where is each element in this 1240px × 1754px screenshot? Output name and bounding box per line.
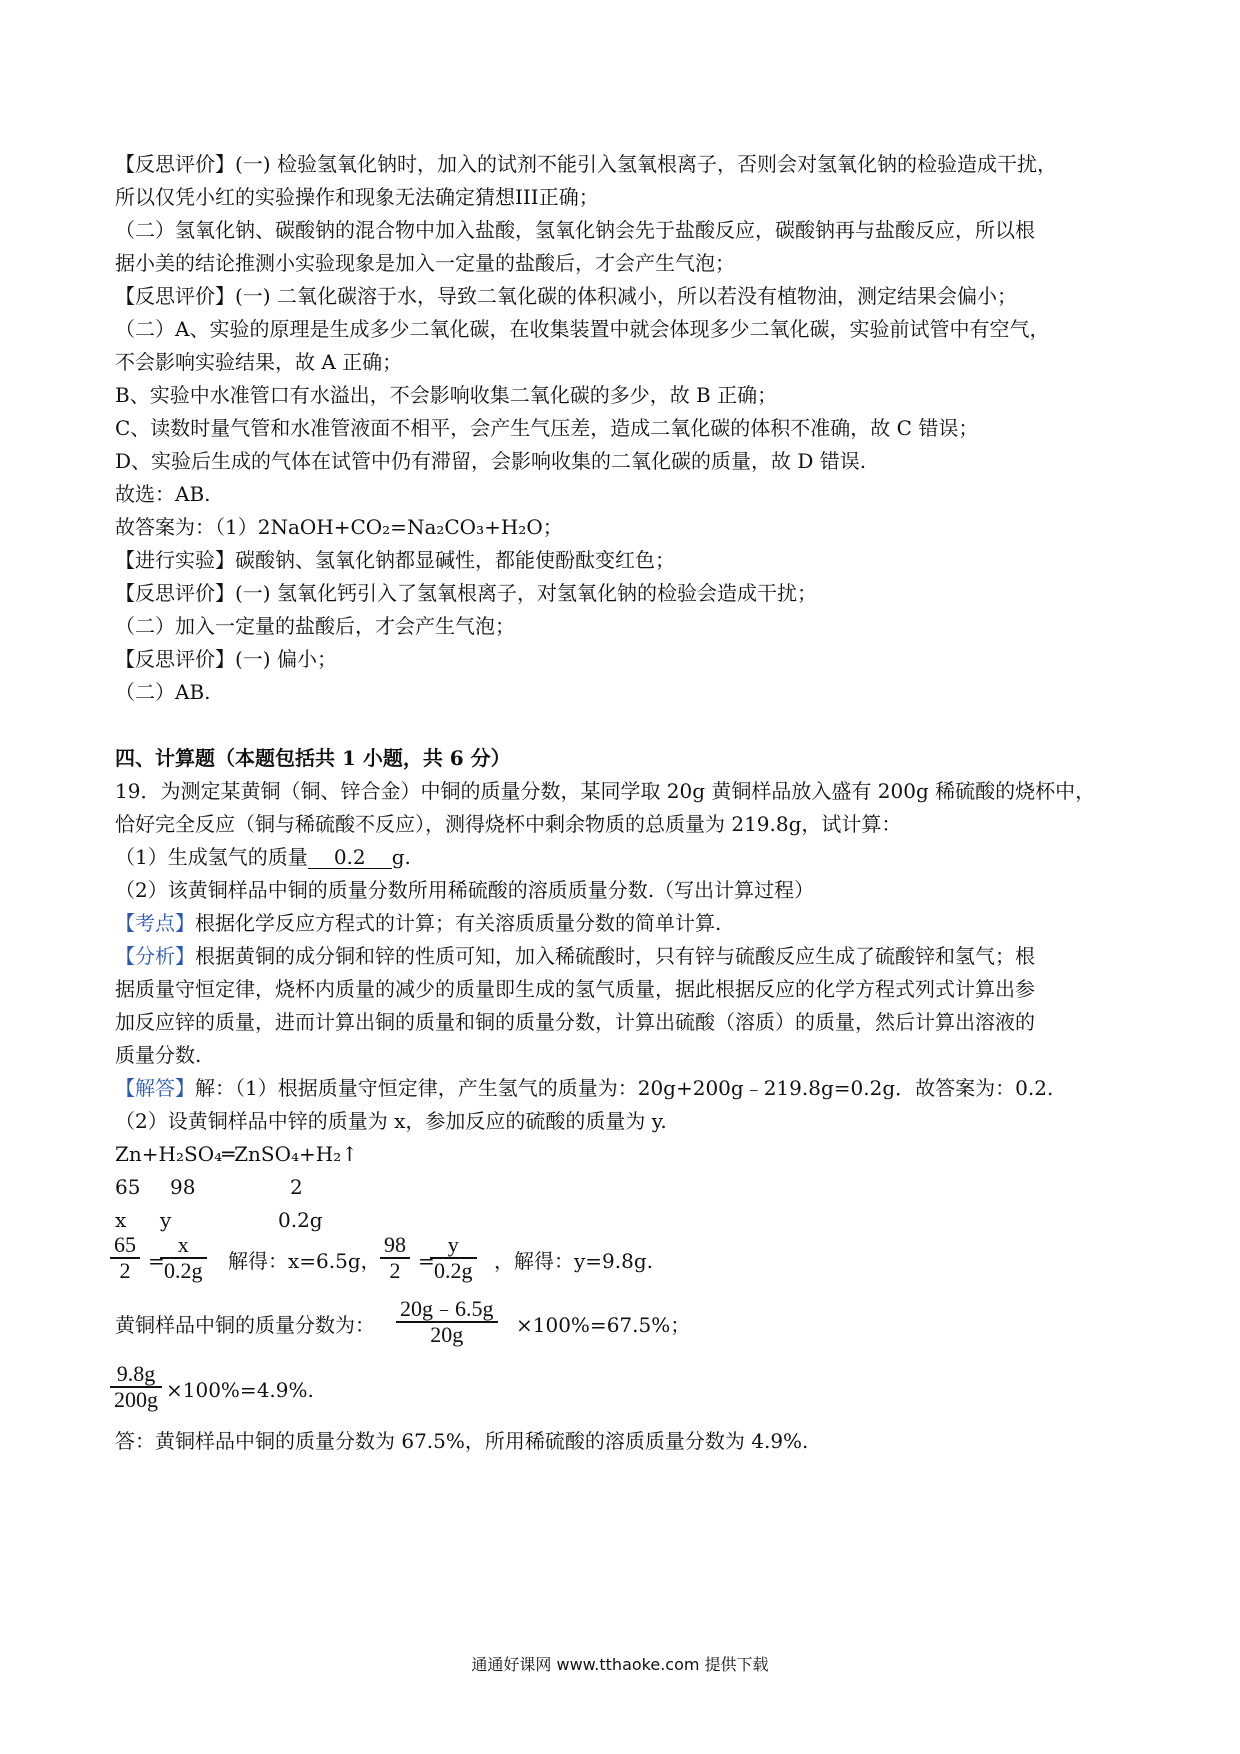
kaodian-line xyxy=(115,909,721,937)
fraction xyxy=(430,1233,477,1283)
text-line: 【反思评价】(一) 二氧化碳溶于水，导致二氧化碳的体积减小，所以若没有植物油，测定结果会偏小； xyxy=(115,284,1017,308)
text-line: 【进行实验】碳酸钠、氢氧化钠都显碱性，都能使酚酞变红色； xyxy=(115,548,675,572)
question-part-1 xyxy=(115,843,411,871)
ratio-value: 2 xyxy=(290,1175,303,1199)
page-footer: 通通好课网 www.tthaoke.com 提供下载 xyxy=(471,1655,769,1674)
ratio-value: y xyxy=(160,1208,172,1232)
text-line: 【反思评价】(一) 氢氧化钙引入了氢氧根离子，对氢氧化钠的检验会造成干扰； xyxy=(115,581,817,605)
acid-fraction-suffix: ×100%=4.9%. xyxy=(166,1378,314,1402)
ratio-value: 98 xyxy=(170,1175,196,1199)
kaodian-label: 【考点】 xyxy=(115,911,195,935)
fraction xyxy=(160,1233,207,1283)
fraction xyxy=(396,1297,498,1347)
fraction-denominator: 2 xyxy=(119,1258,131,1283)
text-line: 【反思评价】(一) 偏小； xyxy=(115,647,337,671)
ratio-value: x xyxy=(115,1208,127,1232)
text-line: 不会影响实验结果，故 A 正确； xyxy=(115,350,403,374)
text-line: （二）氢氧化钠、碳酸钠的混合物中加入盐酸，氢氧化钠会先于盐酸反应，碳酸钠再与盐酸反应，所以根 xyxy=(115,218,1035,242)
fraction-numerator: 98 xyxy=(384,1232,406,1257)
equals-sign: = xyxy=(148,1249,165,1273)
part1-answer: 0.2 xyxy=(308,846,392,869)
jieda-line: （2）设黄铜样品中锌的质量为 x，参加反应的硫酸的质量为 y. xyxy=(115,1109,667,1133)
fenxi-line: 据质量守恒定律，烧杯内质量的减少的质量即生成的氢气质量，据此根据反应的化学方程式列式计算出参 xyxy=(115,977,1035,1001)
cu-fraction-suffix: ×100%=67.5%； xyxy=(516,1313,691,1337)
text-line: 故选：AB. xyxy=(115,482,211,506)
fraction-denominator: 200g xyxy=(114,1387,158,1412)
fraction-numerator: 9.8g xyxy=(116,1361,156,1386)
text-line: （二）AB. xyxy=(115,680,211,704)
text-line: （二）加入一定量的盐酸后，才会产生气泡； xyxy=(115,614,515,638)
text-line: 【反思评价】(一) 检验氢氧化钠时，加入的试剂不能引入氢氧根离子，否则会对氢氧化钠的检验造成干扰， xyxy=(115,152,1057,176)
text-line: D、实验后生成的气体在试管中仍有滞留，会影响收集的二氧化碳的质量，故 D 错误. xyxy=(115,449,867,473)
part1-suffix: g. xyxy=(391,845,411,869)
section-heading: 四、计算题（本题包括共 1 小题，共 6 分） xyxy=(115,746,511,770)
text-line: C、读数时量气管和水准管液面不相平，会产生气压差，造成二氧化碳的体积不准确，故 C 错误； xyxy=(115,416,979,440)
chemical-equation: Zn+H₂SO₄═ZnSO₄+H₂↑ xyxy=(115,1142,359,1166)
jieda-text: 解：（1）根据质量守恒定律，产生氢气的质量为：20g+200g﹣219.8g=0.2g．故答案为：0.2. xyxy=(195,1076,1054,1100)
fenxi-line: 加反应锌的质量，进而计算出铜的质量和铜的质量分数，计算出硫酸（溶质）的质量，然后计算出溶液的 xyxy=(115,1010,1035,1034)
ratio-value: 65 xyxy=(115,1175,141,1199)
fraction xyxy=(110,1362,162,1412)
part1-prefix: （1）生成氢气的质量 xyxy=(115,845,308,869)
conclusion: 答：黄铜样品中铜的质量分数为 67.5%，所用稀硫酸的溶质质量分数为 4.9%. xyxy=(115,1429,809,1453)
text-line: B、实验中水准管口有水溢出，不会影响收集二氧化碳的多少，故 B 正确； xyxy=(115,383,778,407)
fraction-denominator: 0.2g xyxy=(164,1258,203,1283)
fenxi-line xyxy=(115,942,1035,970)
fenxi-label: 【分析】 xyxy=(115,944,195,968)
text-line: 故答案为：（1）2NaOH+CO₂=Na₂CO₃+H₂O； xyxy=(115,515,563,539)
fenxi-line: 质量分数. xyxy=(115,1043,202,1067)
fraction xyxy=(110,1233,140,1283)
solve-y: ，解得：y=9.8g. xyxy=(494,1249,654,1273)
fraction-denominator: 2 xyxy=(389,1258,401,1283)
fraction xyxy=(380,1233,410,1283)
text-line: 据小美的结论推测小实验现象是加入一定量的盐酸后，才会产生气泡； xyxy=(115,251,735,275)
text-line: 所以仅凭小红的实验操作和现象无法确定猜想III正确； xyxy=(115,185,599,209)
text-line: （二）A、实验的原理是生成多少二氧化碳，在收集装置中就会体现多少二氧化碳，实验前试管中有空气， xyxy=(115,317,1050,341)
fraction-numerator: 65 xyxy=(114,1232,136,1257)
solve-x: 解得：x=6.5g， xyxy=(228,1249,381,1273)
jieda-label: 【解答】 xyxy=(115,1076,195,1100)
fraction-numerator: x xyxy=(177,1232,189,1257)
fraction-numerator: 20g﹣6.5g xyxy=(400,1296,494,1321)
question-line: 19．为测定某黄铜（铜、锌合金）中铜的质量分数，某同学取 20g 黄铜样品放入盛有 200g 稀硫酸的烧杯中， xyxy=(115,779,1096,803)
fraction-numerator: y xyxy=(447,1232,459,1257)
fraction-denominator: 20g xyxy=(430,1322,464,1347)
equals-sign: = xyxy=(418,1249,435,1273)
cu-fraction-prefix: 黄铜样品中铜的质量分数为： xyxy=(115,1313,375,1337)
jieda-line xyxy=(115,1074,1053,1102)
ratio-value: 0.2g xyxy=(278,1208,323,1232)
kaodian-text: 根据化学反应方程式的计算；有关溶质质量分数的简单计算. xyxy=(195,911,722,935)
fraction-denominator: 0.2g xyxy=(434,1258,473,1283)
question-line: 恰好完全反应（铜与稀硫酸不反应），测得烧杯中剩余物质的总质量为 219.8g，试计算： xyxy=(115,812,902,836)
question-part-2: （2）该黄铜样品中铜的质量分数所用稀硫酸的溶质质量分数.（写出计算过程） xyxy=(115,878,815,902)
fenxi-text: 根据黄铜的成分铜和锌的性质可知，加入稀硫酸时，只有锌与硫酸反应生成了硫酸锌和氢气；根 xyxy=(195,944,1035,968)
